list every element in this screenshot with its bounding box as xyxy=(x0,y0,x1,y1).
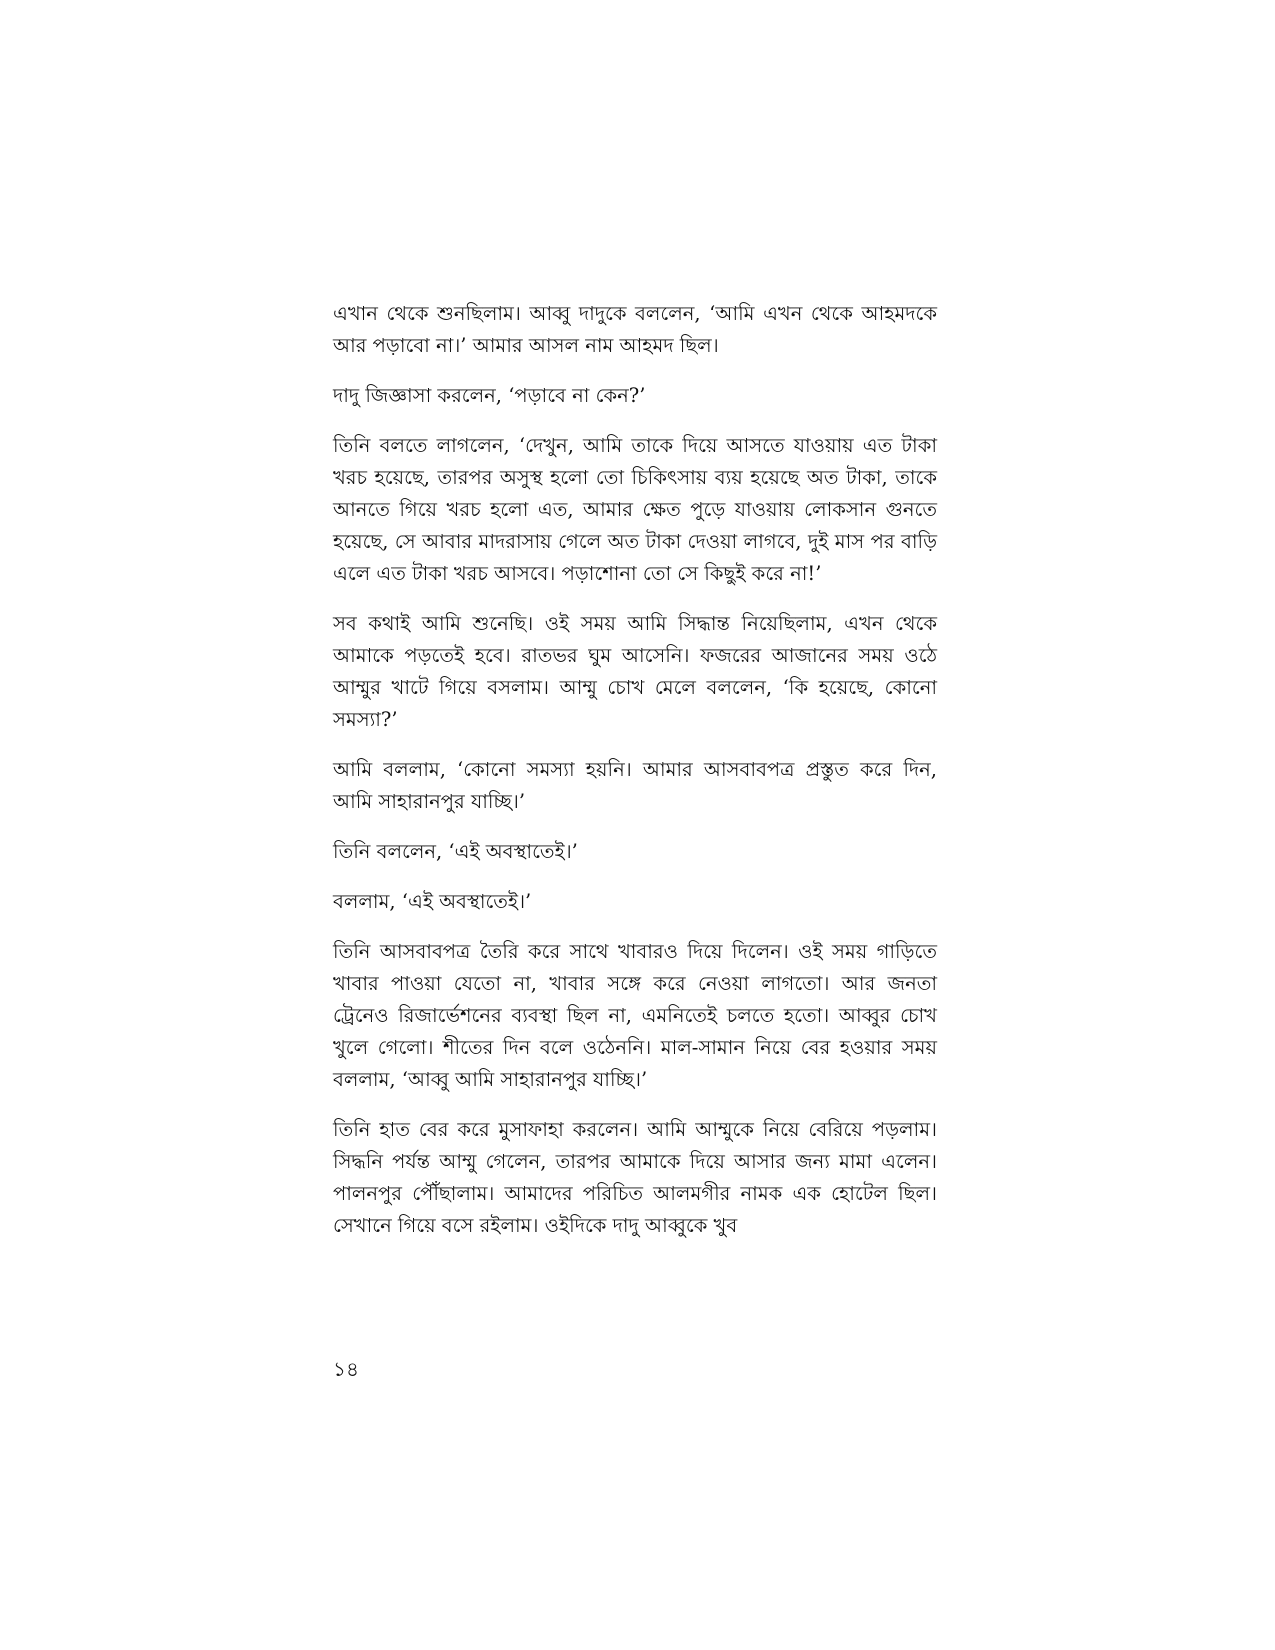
paragraph-9: তিনি হাত বের করে মুসাফাহা করলেন। আমি আম্মুকে নিয়ে বেরিয়ে পড়লাম। সিদ্ধনি পর্যন্ত আম্মু গেলেন, তারপর আমাকে দিয়ে আসার জন্য মামা এলেন। পালনপুর পৌঁছালাম। আমাদের পরিচিত আলমগীর নামক এক হোটেল ছিল। সেখানে গিয়ে বসে রইলাম। ওইদিকে দাদু আব্বুকে খুব xyxy=(333,1118,937,1237)
paragraph-7: বললাম, ‘এই অবস্থাতেই।’ xyxy=(333,890,532,913)
page-number: ১৪ xyxy=(333,1357,359,1381)
paragraph-4: সব কথাই আমি শুনেছি। ওই সময় আমি সিদ্ধান্ত নিয়েছিলাম, এখন থেকে আমাকে পড়তেই হবে। রাতভর ঘুম আসেনি। ফজরের আজানের সময় ওঠে আম্মুর খাটে গিয়ে বসলাম। আম্মু চোখ মেলে বললেন, ‘কি হয়েছে, কোনো সমস্যা?’ xyxy=(333,612,937,731)
paragraph-1: এখান থেকে শুনছিলাম। আব্বু দাদুকে বললেন, ‘আমি এখন থেকে আহমদকে আর পড়াবো না।’ আমার আসল নাম আহমদ ছিল। xyxy=(333,302,937,357)
body-text xyxy=(333,298,937,1260)
paragraph-2: দাদু জিজ্ঞাসা করলেন, ‘পড়াবে না কেন?’ xyxy=(333,384,646,407)
paragraph-3: তিনি বলতে লাগলেন, ‘দেখুন, আমি তাকে দিয়ে আসতে যাওয়ায় এত টাকা খরচ হয়েছে, তারপর অসুস্থ হলো তো চিকিৎসায় ব্যয় হয়েছে অত টাকা, তাকে আনতে গিয়ে খরচ হলো এত, আমার ক্ষেত পুড়ে যাওয়ায় লোকসান গুনতে হয়েছে, সে আবার মাদরাসায় গেলে অত টাকা দেওয়া লাগবে, দুই মাস পর বাড়ি এলে এত টাকা খরচ আসবে। পড়াশোনা তো সে কিছুই করে না!’ xyxy=(333,434,937,585)
paragraph-8: তিনি আসবাবপত্র তৈরি করে সাথে খাবারও দিয়ে দিলেন। ওই সময় গাড়িতে খাবার পাওয়া যেতো না, খাবার সঙ্গে করে নেওয়া লাগতো। আর জনতা ট্রেনেও রিজার্ভেশনের ব্যবস্থা ছিল না, এমনিতেই চলতে হতো। আব্বুর চোখ খুলে গেলো। শীতের দিন বলে ওঠেননি। মাল-সামান নিয়ে বের হওয়ার সময় বললাম, ‘আব্বু আমি সাহারানপুর যাচ্ছি।’ xyxy=(333,940,937,1091)
paragraph-5: আমি বললাম, ‘কোনো সমস্যা হয়নি। আমার আসবাবপত্র প্রস্তুত করে দিন, আমি সাহারানপুর যাচ্ছি।’ xyxy=(333,758,937,813)
paragraph-6: তিনি বললেন, ‘এই অবস্থাতেই।’ xyxy=(333,840,578,863)
